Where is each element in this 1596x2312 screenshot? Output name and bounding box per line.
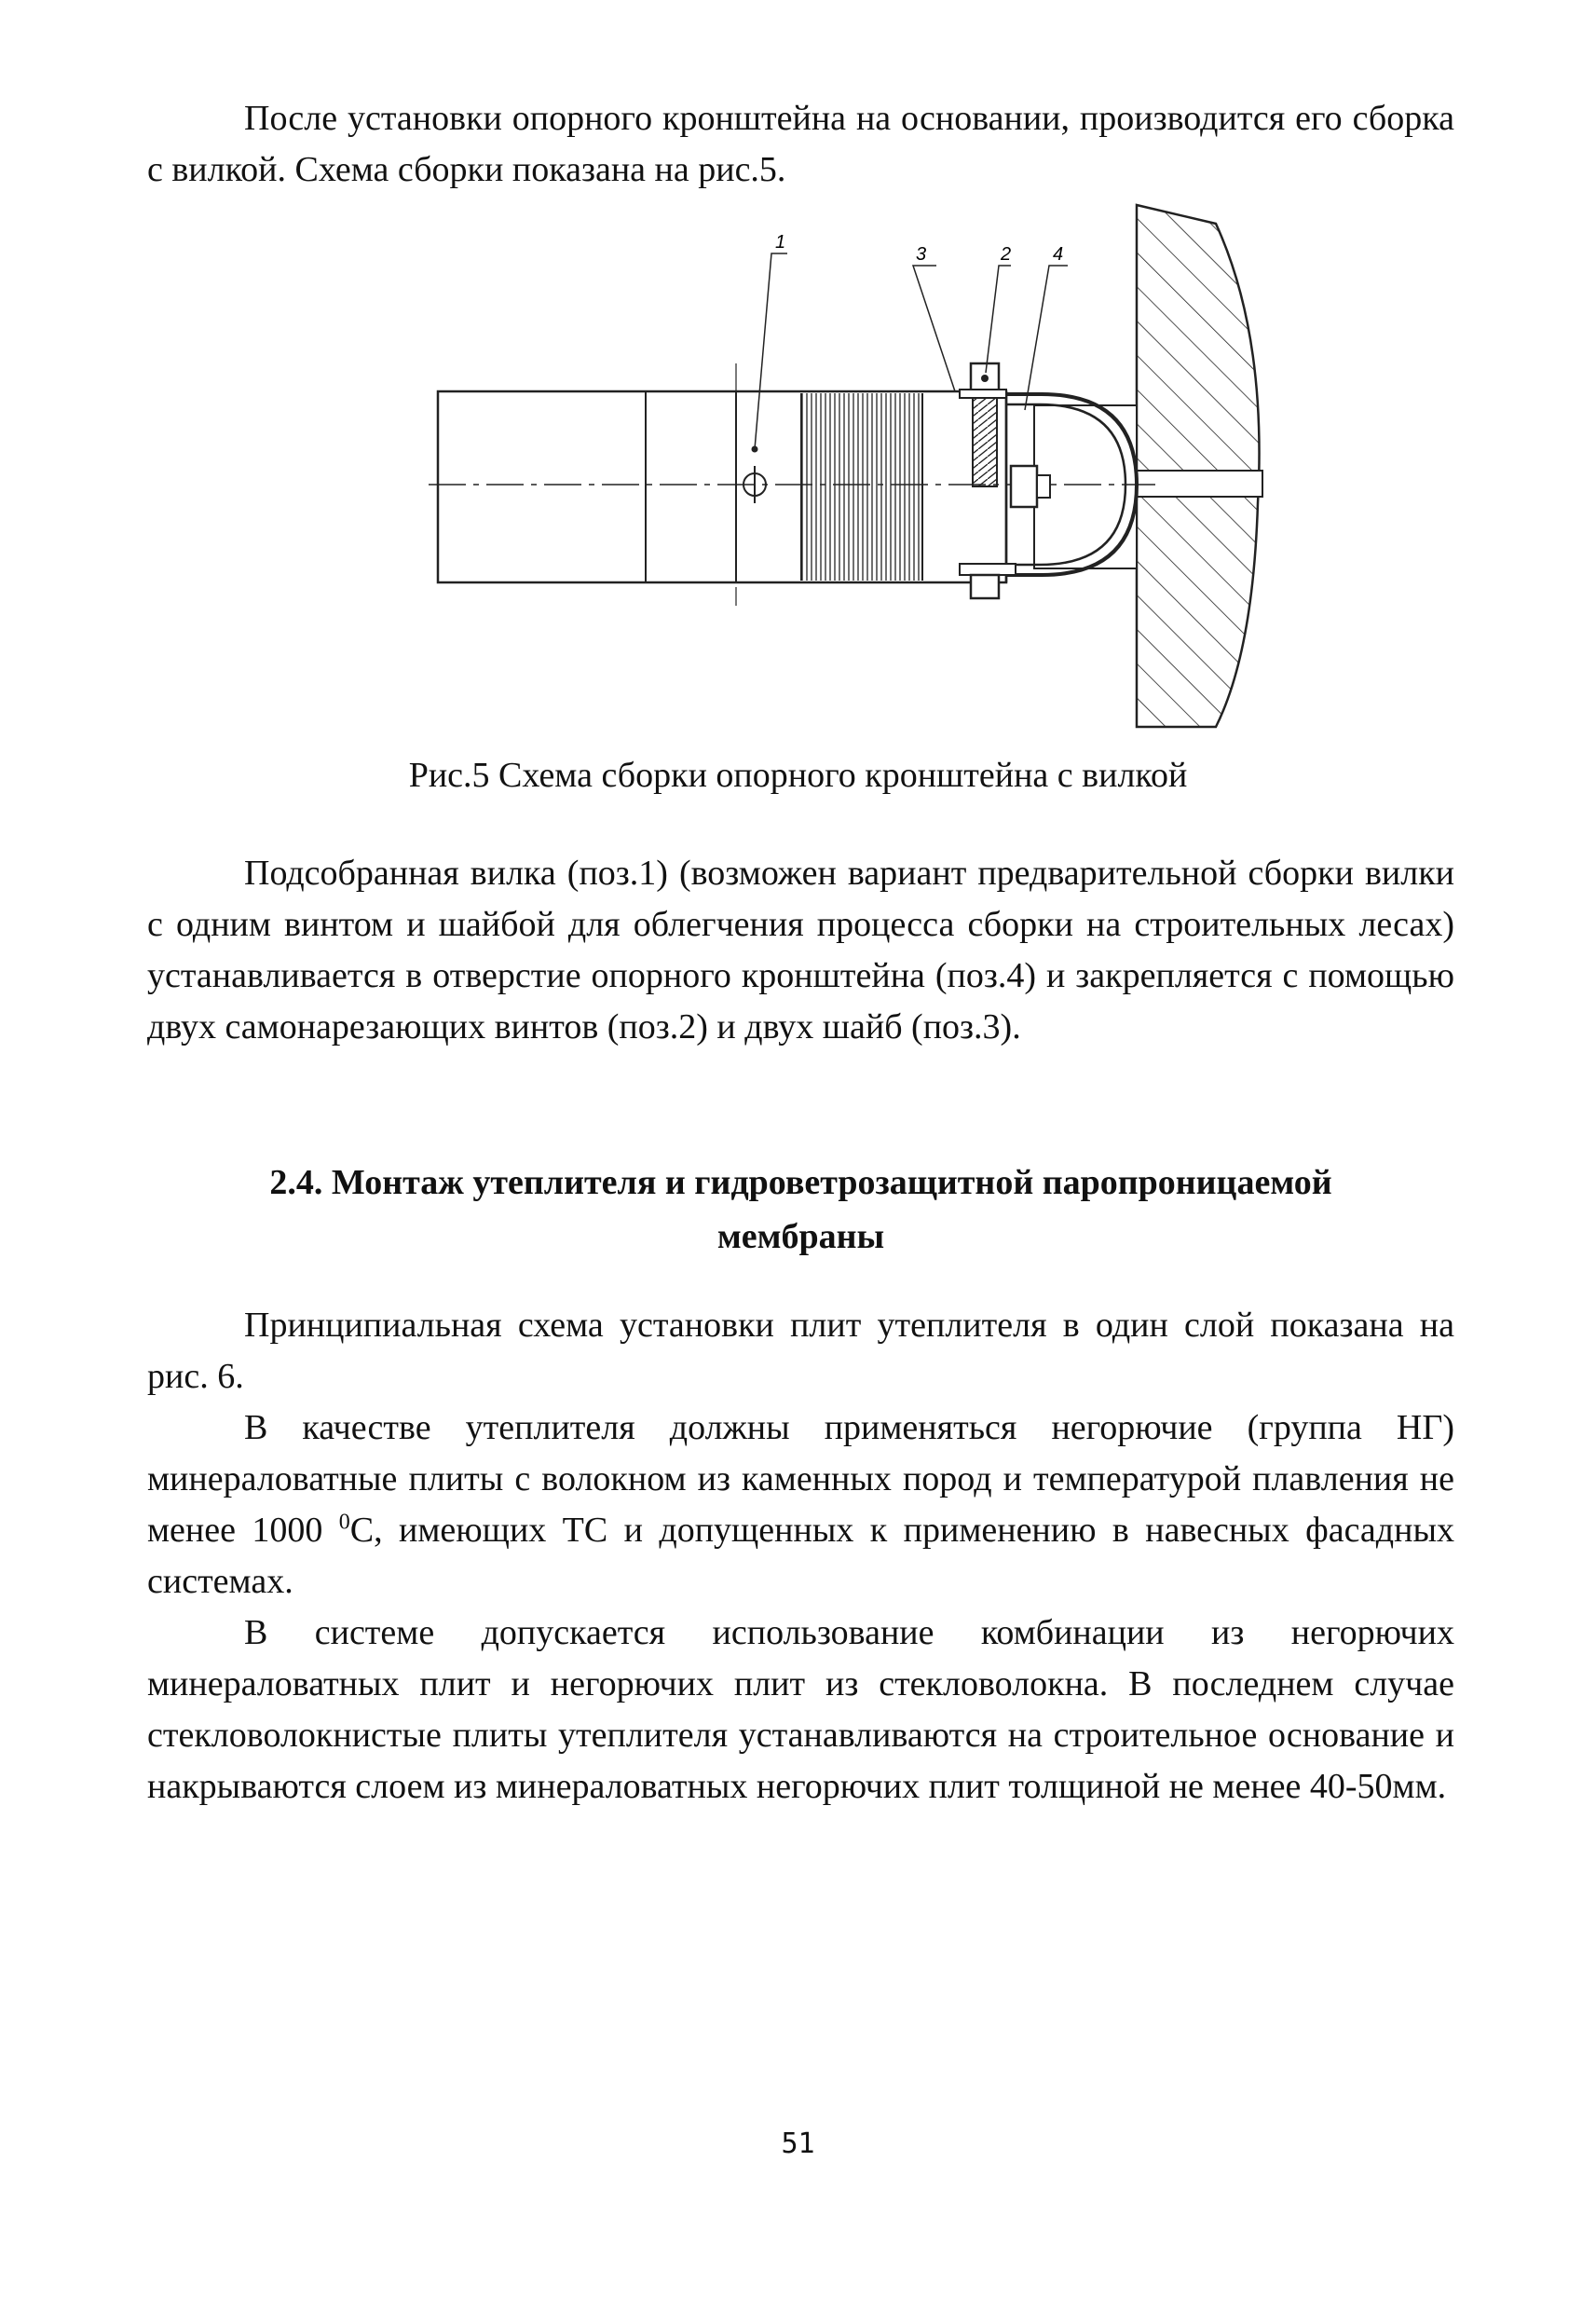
label-4: 4 xyxy=(1053,244,1064,265)
assembly-diagram xyxy=(429,196,1286,736)
label-2: 2 xyxy=(1001,244,1012,265)
material-text-start: В качестве утеплителя должны применяться негорючие (группа НГ) минераловатные плиты с волокном из каменных пород и температурой плавления не менее 1000 xyxy=(147,1408,1454,1550)
section-heading-line1: 2.4. Монтаж утеплителя и гидроветрозащитной паропроницаемой xyxy=(269,1163,1332,1202)
assembly-paragraph: Подсобранная вилка (поз.1) (возможен вариант предварительной сборки вилки с одним винтом и шайбой для облегчения процесса сборки на строительных лесах) устанавливается в отверстие опорного кронштейна (поз.4) и закрепляется с помощью двух самонарезающих винтов (поз.2) и двух шайб (поз.3). xyxy=(147,854,1454,1047)
fork-tube xyxy=(438,391,1006,582)
material-text-end: С, имеющих ТС и допущенных к применению в навесных фасадных системах. xyxy=(147,1511,1454,1601)
label-1: 1 xyxy=(775,232,786,253)
section-heading xyxy=(147,1156,1454,1264)
insulation-scheme-paragraph: Принципиальная схема установки плит утеплителя в один слой показана на рис. 6. xyxy=(147,1306,1454,1396)
section-heading-line2: мембраны xyxy=(716,1217,885,1256)
insulation-material-paragraph xyxy=(147,1402,1454,1607)
degree-superscript: 0 xyxy=(338,1510,350,1535)
nut xyxy=(1011,466,1037,507)
intro-paragraph: После установки опорного кронштейна на основании, производится его сборка с вилкой. Схема сборки показана на рис.5. xyxy=(147,99,1454,189)
label-3: 3 xyxy=(916,244,927,265)
wall-base xyxy=(1137,205,1262,727)
page-number: 51 xyxy=(781,2127,815,2160)
combination-paragraph: В системе допускается использование комбинации из негорючих минераловатных плит и негорючих плит из стекловолокна. В последнем случае стекловолокнистые плиты утеплителя устанавливаются на строительное основание и накрываются слоем из минераловатных негорючих плит толщиной не менее 40-50мм. xyxy=(147,1613,1454,1806)
figure-caption: Рис.5 Схема сборки опорного кронштейна с вилкой xyxy=(408,756,1188,795)
